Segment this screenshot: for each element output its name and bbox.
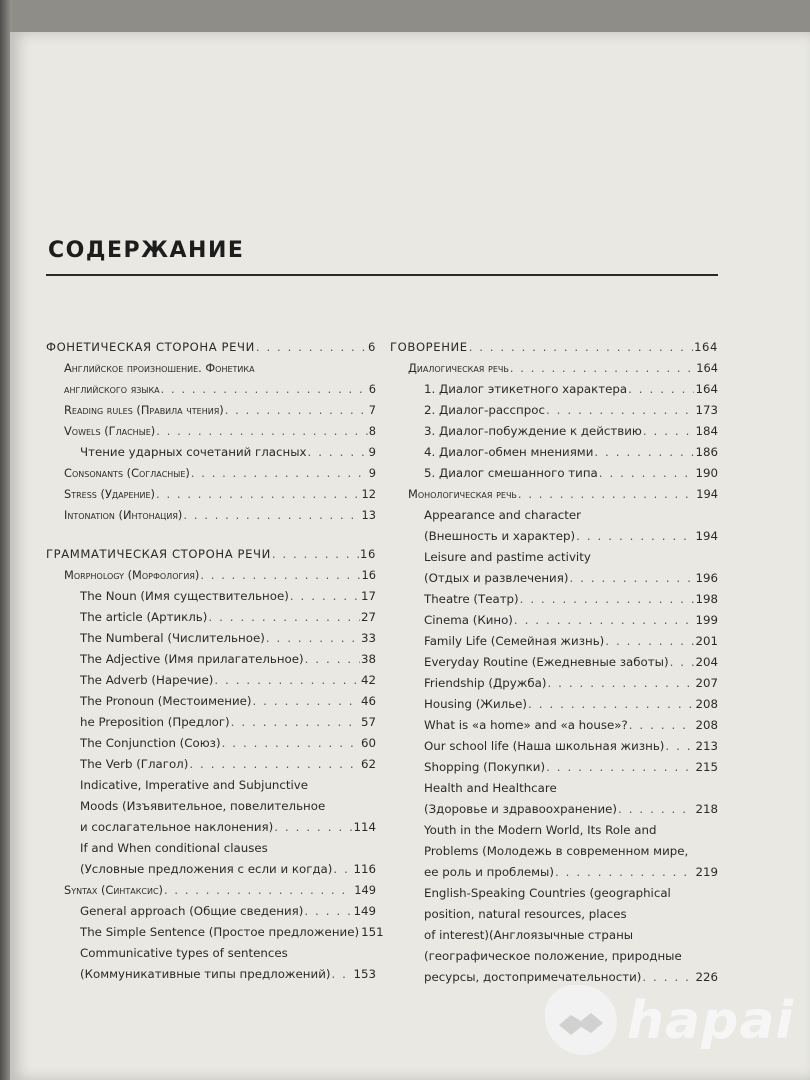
toc-entry-label: (Отдых и развлечения) bbox=[424, 571, 569, 585]
toc-page-number: 60 bbox=[360, 736, 376, 750]
toc-page-number: 33 bbox=[360, 631, 376, 645]
toc-entry-label: General approach (Общие сведения) bbox=[80, 904, 304, 918]
toc-entry bbox=[46, 733, 376, 754]
toc-entry bbox=[46, 859, 376, 880]
toc-entry-label: Theatre (Театр) bbox=[424, 592, 519, 606]
toc-entry-continued: position, natural resources, places bbox=[424, 907, 627, 921]
toc-entry-label: ГОВОРЕНИЕ bbox=[390, 340, 468, 354]
toc-page-number: 9 bbox=[368, 466, 376, 480]
toc-entry-continued: Moods (Изъявительное, повелительное bbox=[80, 799, 326, 813]
toc-dot-leader bbox=[200, 565, 360, 586]
toc-entry-label: Housing (Жилье) bbox=[424, 697, 528, 711]
toc-dot-leader bbox=[594, 442, 694, 463]
toc-entry bbox=[46, 565, 376, 586]
toc-dot-leader bbox=[618, 799, 694, 820]
toc-right-column bbox=[390, 337, 718, 988]
toc-entry-label: Morphology (Морфология) bbox=[64, 568, 200, 582]
toc-page-number: 164 bbox=[695, 382, 718, 396]
toc-dot-leader bbox=[183, 505, 360, 526]
toc-dot-leader bbox=[520, 589, 695, 610]
toc-dot-leader bbox=[308, 442, 368, 463]
toc-entry-label: Shopping (Покупки) bbox=[424, 760, 546, 774]
toc-entry-label: Cinema (Кино) bbox=[424, 613, 513, 627]
toc-left-column bbox=[46, 337, 384, 985]
toc-dot-leader bbox=[643, 421, 695, 442]
toc-dot-leader bbox=[628, 379, 694, 400]
toc-page-number: 199 bbox=[695, 613, 718, 627]
toc-entry-label: Family Life (Семейная жизнь) bbox=[424, 634, 605, 648]
toc-entry-label: ее роль и проблемы) bbox=[424, 865, 554, 879]
toc-entry-label: и сослагательное наклонения) bbox=[80, 820, 274, 834]
watermark bbox=[545, 985, 795, 1055]
toc-entry bbox=[390, 757, 718, 778]
toc-page-number: 208 bbox=[695, 718, 718, 732]
toc-entry bbox=[46, 670, 376, 691]
toc-entry-label: The Adjective (Имя прилагательное) bbox=[80, 652, 304, 666]
toc-entry-label: ГРАММАТИЧЕСКАЯ СТОРОНА РЕЧИ bbox=[46, 547, 271, 561]
toc-entry-label: Reading rules (Правила чтения) bbox=[64, 403, 224, 417]
toc-dot-leader bbox=[256, 337, 367, 358]
toc-dot-leader bbox=[555, 862, 695, 883]
toc-dot-leader bbox=[665, 736, 694, 757]
toc-entry bbox=[46, 544, 376, 565]
toc-dot-leader bbox=[670, 652, 695, 673]
toc-entry-label: Friendship (Дружба) bbox=[424, 676, 547, 690]
toc-dot-leader bbox=[208, 607, 360, 628]
toc-entry-continued: Youth in the Modern World, Its Role and bbox=[424, 823, 657, 837]
toc-entry-label: 5. Диалог смешанного типа bbox=[424, 466, 598, 480]
toc-dot-leader bbox=[514, 610, 695, 631]
toc-entry-label: английского языка bbox=[64, 382, 160, 396]
toc-entry bbox=[46, 421, 376, 442]
toc-page-number: 116 bbox=[353, 862, 376, 876]
toc-dot-leader bbox=[222, 733, 360, 754]
toc-entry bbox=[46, 400, 376, 421]
toc-entry bbox=[46, 649, 376, 670]
toc-entry-continued: Leisure and pastime activity bbox=[424, 550, 591, 564]
toc-entry bbox=[46, 691, 376, 712]
toc-page-number: 198 bbox=[695, 592, 718, 606]
toc-entry-label: (Условные предложения с если и когда) bbox=[80, 862, 333, 876]
section-gap bbox=[46, 526, 376, 544]
toc-entry-label: The article (Артикль) bbox=[80, 610, 208, 624]
toc-dot-leader bbox=[266, 628, 360, 649]
handshake-logo-icon bbox=[545, 985, 617, 1055]
toc-page-number: 151 bbox=[361, 925, 384, 939]
toc-page-number: 153 bbox=[353, 967, 376, 981]
toc-entry-label: Vowels (Гласные) bbox=[64, 424, 156, 438]
toc-entry bbox=[390, 589, 718, 610]
toc-page-number: 219 bbox=[695, 865, 718, 879]
toc-entry bbox=[46, 901, 376, 922]
toc-entry-label: The Pronoun (Местоимение) bbox=[80, 694, 252, 708]
toc-page-number: 173 bbox=[695, 403, 718, 417]
toc-entry-label: he Preposition (Предлог) bbox=[80, 715, 230, 729]
toc-page-number: 207 bbox=[695, 676, 718, 690]
toc-page-number: 13 bbox=[361, 508, 376, 522]
toc-entry-continued: If and When conditional clauses bbox=[80, 841, 268, 855]
toc-entry bbox=[46, 964, 376, 985]
toc-page-number: 6 bbox=[368, 340, 376, 354]
toc-dot-leader bbox=[189, 754, 360, 775]
toc-dot-leader bbox=[331, 964, 352, 985]
toc-dot-leader bbox=[569, 568, 694, 589]
toc-entry-label: The Conjunction (Союз) bbox=[80, 736, 221, 750]
toc-dot-leader bbox=[469, 337, 693, 358]
toc-dot-leader bbox=[629, 715, 695, 736]
page-title: СОДЕРЖАНИЕ bbox=[48, 238, 245, 263]
toc-entry bbox=[390, 526, 718, 547]
toc-entry-label: The Verb (Глагол) bbox=[80, 757, 189, 771]
toc-page-number: 17 bbox=[360, 589, 376, 603]
toc-page-number: 164 bbox=[696, 361, 718, 375]
toc-entry-continued: of interest)(Англоязычные страны bbox=[424, 928, 634, 942]
toc-page-number: 226 bbox=[695, 970, 718, 984]
toc-page-number: 42 bbox=[360, 673, 376, 687]
toc-entry-label: (Коммуникативные типы предложений) bbox=[80, 967, 331, 981]
toc-entry-label: (Здоровье и здравоохранение) bbox=[424, 802, 618, 816]
toc-page-number: 7 bbox=[368, 403, 376, 417]
toc-page-number: 190 bbox=[695, 466, 718, 480]
toc-entry-label: 2. Диалог-расспрос bbox=[424, 403, 545, 417]
toc-entry-label: 3. Диалог-побуждение к действию bbox=[424, 424, 642, 438]
toc-page-number: 16 bbox=[361, 568, 376, 582]
toc-dot-leader bbox=[546, 757, 694, 778]
toc-page-number: 204 bbox=[695, 655, 718, 669]
toc-page-number: 38 bbox=[360, 652, 376, 666]
toc-entry-continued: Problems (Молодежь в современном мире, bbox=[424, 844, 689, 858]
toc-entry bbox=[46, 880, 376, 901]
toc-entry-continued: (географическое положение, природные bbox=[424, 949, 682, 963]
toc-page-number: 62 bbox=[360, 757, 376, 771]
toc-entry-label: Диалогическая речь bbox=[408, 361, 509, 375]
toc-page-number: 12 bbox=[361, 487, 376, 501]
toc-entry-continued: Appearance and character bbox=[424, 508, 582, 522]
toc-entry-label: The Numberal (Числительное) bbox=[80, 631, 265, 645]
toc-entry bbox=[46, 379, 376, 400]
toc-dot-leader bbox=[576, 526, 694, 547]
toc-page-number: 27 bbox=[360, 610, 376, 624]
toc-dot-leader bbox=[231, 712, 360, 733]
toc-entry-label: Our school life (Наша школьная жизнь) bbox=[424, 739, 665, 753]
toc-entry-label: The Noun (Имя существительное) bbox=[80, 589, 289, 603]
toc-page-number: 196 bbox=[695, 571, 718, 585]
toc-dot-leader bbox=[290, 586, 360, 607]
toc-dot-leader bbox=[546, 400, 695, 421]
toc-entry bbox=[390, 379, 718, 400]
toc-entry-label: Syntax (Синтаксис) bbox=[64, 883, 163, 897]
toc-entry-label: Чтение ударных сочетаний гласных bbox=[80, 445, 307, 459]
toc-page-number: 6 bbox=[368, 382, 376, 396]
toc-entry bbox=[390, 463, 718, 484]
toc-entry-label: ФОНЕТИЧЕСКАЯ СТОРОНА РЕЧИ bbox=[46, 340, 255, 354]
toc-entry bbox=[390, 421, 718, 442]
toc-entry bbox=[390, 862, 718, 883]
toc-dot-leader bbox=[605, 631, 694, 652]
toc-page-number: 149 bbox=[354, 883, 376, 897]
toc-entry bbox=[46, 754, 376, 775]
toc-dot-leader bbox=[305, 649, 360, 670]
toc-page-number: 194 bbox=[695, 529, 718, 543]
toc-entry bbox=[390, 652, 718, 673]
toc-page-number: 208 bbox=[695, 697, 718, 711]
toc-entry-continued: Health and Healthcare bbox=[424, 781, 557, 795]
toc-entry bbox=[46, 817, 376, 838]
toc-entry bbox=[390, 631, 718, 652]
toc-entry-label: 1. Диалог этикетного характера bbox=[424, 382, 628, 396]
toc-dot-leader bbox=[225, 400, 368, 421]
toc-entry bbox=[46, 607, 376, 628]
toc-dot-leader bbox=[274, 817, 352, 838]
toc-page-number: 201 bbox=[695, 634, 718, 648]
toc-entry bbox=[46, 337, 376, 358]
toc-entry bbox=[46, 712, 376, 733]
toc-dot-leader bbox=[333, 859, 352, 880]
toc-page-number: 8 bbox=[368, 424, 376, 438]
toc-page-number: 184 bbox=[695, 424, 718, 438]
toc-entry-label: Монологическая речь bbox=[408, 487, 517, 501]
toc-entry-label: 4. Диалог-обмен мнениями bbox=[424, 445, 594, 459]
toc-entry bbox=[390, 673, 718, 694]
toc-page-number: 149 bbox=[353, 904, 376, 918]
toc-entry-continued: Английское произношение. Фонетика bbox=[64, 361, 255, 375]
toc-page-number: 164 bbox=[694, 340, 718, 354]
toc-dot-leader bbox=[272, 544, 359, 565]
toc-dot-leader bbox=[164, 880, 353, 901]
toc-entry bbox=[390, 799, 718, 820]
toc-dot-leader bbox=[161, 379, 368, 400]
toc-entry-label: ресурсы, достопримечательности) bbox=[424, 970, 642, 984]
toc-dot-leader bbox=[510, 358, 695, 379]
toc-dot-leader bbox=[214, 670, 360, 691]
title-underline bbox=[46, 274, 718, 276]
toc-page-number: 194 bbox=[696, 487, 718, 501]
toc-dot-leader bbox=[304, 901, 352, 922]
toc-entry bbox=[390, 715, 718, 736]
toc-page-number: 218 bbox=[695, 802, 718, 816]
toc-entry bbox=[390, 610, 718, 631]
toc-entry-label: The Adverb (Наречие) bbox=[80, 673, 214, 687]
toc-entry bbox=[46, 586, 376, 607]
toc-entry-label: What is «a home» and «a house»? bbox=[424, 718, 628, 732]
toc-entry bbox=[46, 628, 376, 649]
toc-dot-leader bbox=[156, 421, 368, 442]
toc-entry bbox=[390, 337, 718, 358]
toc-entry bbox=[46, 505, 376, 526]
toc-entry-label: Consonants (Согласные) bbox=[64, 466, 190, 480]
watermark-text: hapai bbox=[627, 991, 795, 1051]
toc-entry-label: Intonation (Интонация) bbox=[64, 508, 183, 522]
toc-dot-leader bbox=[156, 484, 361, 505]
toc-entry-label: The Simple Sentence (Простое предложение) bbox=[80, 925, 360, 939]
toc-entry-continued: Indicative, Imperative and Subjunctive bbox=[80, 778, 309, 792]
toc-entry bbox=[390, 568, 718, 589]
toc-entry-continued: English-Speaking Countries (geographical bbox=[424, 886, 671, 900]
toc-dot-leader bbox=[528, 694, 694, 715]
toc-entry bbox=[390, 358, 718, 379]
toc-page-number: 186 bbox=[695, 445, 718, 459]
toc-dot-leader bbox=[191, 463, 368, 484]
toc-entry bbox=[46, 463, 376, 484]
toc-entry-label: Stress (Ударение) bbox=[64, 487, 155, 501]
toc-entry-label: Everyday Routine (Ежедневные заботы) bbox=[424, 655, 669, 669]
toc-page-number: 213 bbox=[695, 739, 718, 753]
toc-page-number: 46 bbox=[360, 694, 376, 708]
toc-page-number: 57 bbox=[360, 715, 376, 729]
toc-dot-leader bbox=[252, 691, 360, 712]
toc-entry-label: (Внешность и характер) bbox=[424, 529, 576, 543]
toc-entry-continued: Communicative types of sentences bbox=[80, 946, 288, 960]
toc-dot-leader bbox=[518, 484, 695, 505]
toc-entry bbox=[390, 400, 718, 421]
toc-entry bbox=[390, 736, 718, 757]
toc-page-number: 114 bbox=[353, 820, 376, 834]
toc-entry bbox=[390, 442, 718, 463]
toc-page-number: 9 bbox=[368, 445, 376, 459]
toc-entry bbox=[46, 442, 376, 463]
toc-dot-leader bbox=[547, 673, 694, 694]
toc-entry bbox=[390, 694, 718, 715]
toc-entry bbox=[390, 484, 718, 505]
toc-page-number: 16 bbox=[360, 547, 376, 561]
toc-dot-leader bbox=[599, 463, 695, 484]
toc-entry bbox=[46, 922, 384, 943]
toc-page-number: 215 bbox=[695, 760, 718, 774]
toc-entry bbox=[46, 484, 376, 505]
